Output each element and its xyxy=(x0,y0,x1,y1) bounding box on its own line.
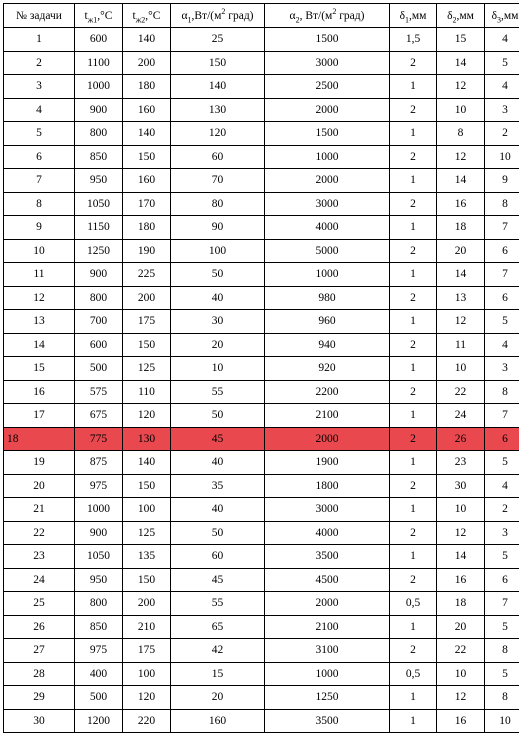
cell-delta1: 1 xyxy=(390,122,437,146)
cell-alpha2: 3500 xyxy=(265,545,390,569)
cell-task-number: 19 xyxy=(4,451,75,475)
cell-t-zh2: 190 xyxy=(123,239,171,263)
table-row xyxy=(4,709,519,733)
cell-alpha1: 150 xyxy=(171,51,265,75)
cell-alpha2: 4000 xyxy=(265,216,390,240)
table-row xyxy=(4,592,519,616)
cell-t-zh1: 500 xyxy=(75,357,123,381)
cell-task-number: 28 xyxy=(4,662,75,686)
cell-delta3: 2 xyxy=(485,498,519,522)
cell-delta2: 26 xyxy=(437,427,485,451)
cell-delta1: 1 xyxy=(390,545,437,569)
cell-task-number: 18 xyxy=(4,427,75,451)
cell-delta3: 2 xyxy=(485,122,519,146)
cell-alpha1: 55 xyxy=(171,592,265,616)
cell-task-number: 6 xyxy=(4,145,75,169)
cell-alpha1: 45 xyxy=(171,427,265,451)
cell-delta2: 15 xyxy=(437,28,485,52)
cell-delta2: 16 xyxy=(437,192,485,216)
cell-alpha1: 160 xyxy=(171,709,265,733)
cell-delta3: 5 xyxy=(485,451,519,475)
cell-t-zh1: 675 xyxy=(75,404,123,428)
cell-t-zh1: 950 xyxy=(75,568,123,592)
cell-t-zh2: 135 xyxy=(123,545,171,569)
cell-t-zh1: 900 xyxy=(75,98,123,122)
cell-alpha1: 15 xyxy=(171,662,265,686)
cell-alpha2: 960 xyxy=(265,310,390,334)
cell-t-zh2: 120 xyxy=(123,686,171,710)
cell-delta3: 5 xyxy=(485,310,519,334)
cell-t-zh1: 700 xyxy=(75,310,123,334)
cell-delta2: 12 xyxy=(437,686,485,710)
cell-delta3: 5 xyxy=(485,662,519,686)
cell-t-zh1: 900 xyxy=(75,521,123,545)
table-row xyxy=(4,98,519,122)
cell-alpha2: 1250 xyxy=(265,686,390,710)
cell-delta2: 18 xyxy=(437,216,485,240)
cell-delta1: 1 xyxy=(390,451,437,475)
cell-task-number: 15 xyxy=(4,357,75,381)
header-t-zh2: $t_{ж2},^\circ C$ xyxy=(123,4,171,28)
cell-delta3: 4 xyxy=(485,333,519,357)
cell-task-number: 27 xyxy=(4,639,75,663)
cell-delta3: 7 xyxy=(485,592,519,616)
cell-delta1: 1 xyxy=(390,615,437,639)
header-row xyxy=(4,4,519,28)
cell-alpha1: 20 xyxy=(171,686,265,710)
cell-t-zh2: 200 xyxy=(123,51,171,75)
cell-delta1: 1 xyxy=(390,686,437,710)
table-row-highlighted xyxy=(4,427,519,451)
cell-t-zh1: 850 xyxy=(75,615,123,639)
cell-task-number: 12 xyxy=(4,286,75,310)
cell-alpha2: 1000 xyxy=(265,263,390,287)
cell-t-zh1: 575 xyxy=(75,380,123,404)
cell-delta2: 14 xyxy=(437,263,485,287)
cell-delta2: 10 xyxy=(437,98,485,122)
cell-delta2: 12 xyxy=(437,75,485,99)
table-row xyxy=(4,333,519,357)
cell-delta2: 24 xyxy=(437,404,485,428)
cell-delta2: 10 xyxy=(437,498,485,522)
cell-t-zh1: 1150 xyxy=(75,216,123,240)
cell-delta3: 6 xyxy=(485,427,519,451)
cell-t-zh1: 400 xyxy=(75,662,123,686)
cell-t-zh2: 125 xyxy=(123,521,171,545)
cell-alpha1: 130 xyxy=(171,98,265,122)
cell-t-zh2: 200 xyxy=(123,592,171,616)
cell-t-zh1: 775 xyxy=(75,427,123,451)
cell-alpha2: 3500 xyxy=(265,709,390,733)
cell-task-number: 23 xyxy=(4,545,75,569)
cell-task-number: 16 xyxy=(4,380,75,404)
cell-delta1: 1 xyxy=(390,310,437,334)
cell-alpha1: 30 xyxy=(171,310,265,334)
cell-alpha1: 42 xyxy=(171,639,265,663)
cell-delta1: 1 xyxy=(390,357,437,381)
cell-task-number: 5 xyxy=(4,122,75,146)
cell-t-zh1: 800 xyxy=(75,286,123,310)
cell-alpha2: 1800 xyxy=(265,474,390,498)
cell-delta2: 13 xyxy=(437,286,485,310)
cell-alpha1: 40 xyxy=(171,286,265,310)
cell-alpha1: 45 xyxy=(171,568,265,592)
header-t-zh1: $t_{ж1},^\circ C$ xyxy=(75,4,123,28)
cell-t-zh1: 1200 xyxy=(75,709,123,733)
cell-alpha2: 3000 xyxy=(265,51,390,75)
cell-t-zh2: 150 xyxy=(123,568,171,592)
cell-delta1: 1 xyxy=(390,216,437,240)
cell-delta3: 7 xyxy=(485,404,519,428)
table-row xyxy=(4,474,519,498)
table-row xyxy=(4,28,519,52)
cell-alpha2: 940 xyxy=(265,333,390,357)
cell-alpha1: 40 xyxy=(171,498,265,522)
cell-task-number: 24 xyxy=(4,568,75,592)
cell-delta2: 20 xyxy=(437,615,485,639)
cell-t-zh2: 160 xyxy=(123,169,171,193)
cell-delta2: 16 xyxy=(437,568,485,592)
cell-delta3: 6 xyxy=(485,239,519,263)
cell-alpha2: 2100 xyxy=(265,615,390,639)
cell-delta1: 1 xyxy=(390,498,437,522)
cell-t-zh2: 110 xyxy=(123,380,171,404)
cell-alpha2: 4500 xyxy=(265,568,390,592)
cell-delta1: 2 xyxy=(390,286,437,310)
cell-delta3: 6 xyxy=(485,286,519,310)
cell-t-zh1: 500 xyxy=(75,686,123,710)
cell-alpha1: 50 xyxy=(171,263,265,287)
table-row xyxy=(4,216,519,240)
cell-delta1: 0,5 xyxy=(390,592,437,616)
cell-t-zh2: 150 xyxy=(123,474,171,498)
table-row xyxy=(4,568,519,592)
cell-t-zh2: 125 xyxy=(123,357,171,381)
cell-task-number: 9 xyxy=(4,216,75,240)
cell-alpha1: 100 xyxy=(171,239,265,263)
cell-delta2: 20 xyxy=(437,239,485,263)
cell-task-number: 2 xyxy=(4,51,75,75)
cell-delta2: 11 xyxy=(437,333,485,357)
cell-t-zh2: 130 xyxy=(123,427,171,451)
cell-alpha1: 140 xyxy=(171,75,265,99)
cell-delta1: 1,5 xyxy=(390,28,437,52)
cell-task-number: 4 xyxy=(4,98,75,122)
cell-task-number: 26 xyxy=(4,615,75,639)
cell-delta3: 3 xyxy=(485,98,519,122)
cell-t-zh2: 175 xyxy=(123,310,171,334)
cell-t-zh1: 950 xyxy=(75,169,123,193)
cell-t-zh1: 1100 xyxy=(75,51,123,75)
cell-t-zh1: 850 xyxy=(75,145,123,169)
cell-alpha1: 55 xyxy=(171,380,265,404)
table-row xyxy=(4,521,519,545)
cell-alpha1: 50 xyxy=(171,404,265,428)
cell-t-zh2: 100 xyxy=(123,498,171,522)
cell-delta3: 5 xyxy=(485,615,519,639)
cell-delta1: 0,5 xyxy=(390,662,437,686)
cell-delta3: 7 xyxy=(485,263,519,287)
cell-delta1: 2 xyxy=(390,192,437,216)
cell-alpha1: 40 xyxy=(171,451,265,475)
table-row xyxy=(4,75,519,99)
cell-delta3: 3 xyxy=(485,357,519,381)
table-row xyxy=(4,404,519,428)
cell-alpha2: 1500 xyxy=(265,122,390,146)
table-row xyxy=(4,451,519,475)
cell-t-zh1: 1250 xyxy=(75,239,123,263)
cell-alpha2: 2000 xyxy=(265,98,390,122)
cell-alpha2: 2000 xyxy=(265,169,390,193)
cell-task-number: 25 xyxy=(4,592,75,616)
cell-task-number: 8 xyxy=(4,192,75,216)
cell-delta1: 2 xyxy=(390,145,437,169)
cell-t-zh1: 600 xyxy=(75,28,123,52)
cell-task-number: 3 xyxy=(4,75,75,99)
cell-delta2: 18 xyxy=(437,592,485,616)
cell-task-number: 10 xyxy=(4,239,75,263)
table-row xyxy=(4,615,519,639)
cell-delta1: 2 xyxy=(390,333,437,357)
tasks-table xyxy=(3,3,519,733)
cell-delta2: 14 xyxy=(437,51,485,75)
cell-delta1: 1 xyxy=(390,709,437,733)
cell-alpha2: 2500 xyxy=(265,75,390,99)
cell-alpha2: 980 xyxy=(265,286,390,310)
cell-delta1: 1 xyxy=(390,263,437,287)
table-row xyxy=(4,357,519,381)
cell-delta2: 23 xyxy=(437,451,485,475)
cell-alpha2: 2200 xyxy=(265,380,390,404)
cell-t-zh2: 140 xyxy=(123,451,171,475)
cell-alpha1: 50 xyxy=(171,521,265,545)
cell-task-number: 30 xyxy=(4,709,75,733)
cell-t-zh1: 875 xyxy=(75,451,123,475)
cell-t-zh2: 120 xyxy=(123,404,171,428)
cell-delta1: 2 xyxy=(390,474,437,498)
cell-t-zh2: 175 xyxy=(123,639,171,663)
cell-delta2: 30 xyxy=(437,474,485,498)
cell-t-zh1: 1050 xyxy=(75,192,123,216)
cell-delta3: 4 xyxy=(485,75,519,99)
table-row xyxy=(4,639,519,663)
cell-delta3: 8 xyxy=(485,639,519,663)
table-row xyxy=(4,545,519,569)
cell-t-zh2: 220 xyxy=(123,709,171,733)
cell-alpha1: 60 xyxy=(171,145,265,169)
cell-t-zh2: 100 xyxy=(123,662,171,686)
cell-delta1: 2 xyxy=(390,51,437,75)
cell-t-zh1: 975 xyxy=(75,474,123,498)
cell-delta2: 12 xyxy=(437,145,485,169)
cell-alpha2: 5000 xyxy=(265,239,390,263)
table-row xyxy=(4,686,519,710)
table-row xyxy=(4,169,519,193)
cell-task-number: 11 xyxy=(4,263,75,287)
cell-t-zh2: 225 xyxy=(123,263,171,287)
table-row xyxy=(4,239,519,263)
cell-delta1: 2 xyxy=(390,639,437,663)
cell-delta1: 1 xyxy=(390,75,437,99)
cell-delta3: 9 xyxy=(485,169,519,193)
cell-alpha1: 65 xyxy=(171,615,265,639)
cell-delta1: 2 xyxy=(390,521,437,545)
cell-task-number: 1 xyxy=(4,28,75,52)
cell-delta1: 1 xyxy=(390,404,437,428)
cell-alpha1: 20 xyxy=(171,333,265,357)
table-row xyxy=(4,263,519,287)
cell-task-number: 20 xyxy=(4,474,75,498)
table-row xyxy=(4,286,519,310)
cell-delta2: 22 xyxy=(437,639,485,663)
cell-delta1: 2 xyxy=(390,568,437,592)
cell-delta3: 3 xyxy=(485,521,519,545)
cell-alpha1: 25 xyxy=(171,28,265,52)
cell-t-zh2: 150 xyxy=(123,145,171,169)
cell-alpha1: 120 xyxy=(171,122,265,146)
cell-delta3: 8 xyxy=(485,686,519,710)
cell-delta1: 1 xyxy=(390,169,437,193)
cell-t-zh1: 800 xyxy=(75,122,123,146)
header-delta3: $\delta_3,мм$ xyxy=(485,4,519,28)
table-row xyxy=(4,662,519,686)
cell-alpha2: 1500 xyxy=(265,28,390,52)
cell-alpha2: 3000 xyxy=(265,498,390,522)
cell-alpha2: 2000 xyxy=(265,592,390,616)
cell-delta3: 4 xyxy=(485,28,519,52)
cell-t-zh2: 180 xyxy=(123,75,171,99)
cell-delta3: 7 xyxy=(485,216,519,240)
cell-alpha2: 2100 xyxy=(265,404,390,428)
cell-t-zh1: 900 xyxy=(75,263,123,287)
cell-delta3: 4 xyxy=(485,474,519,498)
cell-delta3: 5 xyxy=(485,51,519,75)
cell-alpha1: 70 xyxy=(171,169,265,193)
cell-alpha2: 1000 xyxy=(265,145,390,169)
cell-delta1: 2 xyxy=(390,427,437,451)
cell-t-zh2: 160 xyxy=(123,98,171,122)
cell-t-zh1: 1000 xyxy=(75,498,123,522)
header-delta1: $\delta_1,мм$ xyxy=(390,4,437,28)
cell-delta1: 2 xyxy=(390,239,437,263)
cell-delta2: 16 xyxy=(437,709,485,733)
cell-t-zh1: 1000 xyxy=(75,75,123,99)
cell-alpha2: 3000 xyxy=(265,192,390,216)
cell-alpha2: 2000 xyxy=(265,427,390,451)
cell-t-zh2: 180 xyxy=(123,216,171,240)
cell-t-zh2: 170 xyxy=(123,192,171,216)
cell-alpha2: 3100 xyxy=(265,639,390,663)
table-body xyxy=(4,28,519,733)
cell-t-zh1: 975 xyxy=(75,639,123,663)
cell-alpha2: 4000 xyxy=(265,521,390,545)
cell-alpha1: 80 xyxy=(171,192,265,216)
cell-alpha1: 60 xyxy=(171,545,265,569)
cell-delta1: 2 xyxy=(390,98,437,122)
table-row xyxy=(4,498,519,522)
cell-task-number: 17 xyxy=(4,404,75,428)
cell-delta2: 14 xyxy=(437,545,485,569)
cell-t-zh2: 140 xyxy=(123,28,171,52)
cell-task-number: 13 xyxy=(4,310,75,334)
cell-t-zh2: 140 xyxy=(123,122,171,146)
cell-t-zh1: 1050 xyxy=(75,545,123,569)
header-delta2: $\delta_2,мм$ xyxy=(437,4,485,28)
cell-alpha2: 920 xyxy=(265,357,390,381)
cell-alpha1: 10 xyxy=(171,357,265,381)
table-row xyxy=(4,310,519,334)
table-row xyxy=(4,51,519,75)
table-row xyxy=(4,380,519,404)
cell-alpha1: 35 xyxy=(171,474,265,498)
table-row xyxy=(4,122,519,146)
table-row xyxy=(4,145,519,169)
cell-t-zh1: 800 xyxy=(75,592,123,616)
cell-delta2: 22 xyxy=(437,380,485,404)
cell-delta3: 10 xyxy=(485,145,519,169)
header-task-number: № задачи xyxy=(4,4,75,28)
cell-t-zh1: 600 xyxy=(75,333,123,357)
cell-task-number: 22 xyxy=(4,521,75,545)
cell-alpha2: 1900 xyxy=(265,451,390,475)
cell-t-zh2: 200 xyxy=(123,286,171,310)
cell-delta2: 10 xyxy=(437,662,485,686)
cell-delta2: 14 xyxy=(437,169,485,193)
cell-alpha1: 90 xyxy=(171,216,265,240)
table-row xyxy=(4,192,519,216)
header-alpha2: $\alpha_2$, $Вт/(м^2$ град) xyxy=(265,4,390,28)
cell-t-zh2: 150 xyxy=(123,333,171,357)
cell-delta3: 8 xyxy=(485,380,519,404)
cell-delta3: 10 xyxy=(485,709,519,733)
cell-delta3: 5 xyxy=(485,545,519,569)
cell-delta2: 8 xyxy=(437,122,485,146)
cell-task-number: 14 xyxy=(4,333,75,357)
cell-task-number: 7 xyxy=(4,169,75,193)
cell-delta1: 2 xyxy=(390,380,437,404)
cell-delta2: 12 xyxy=(437,521,485,545)
cell-alpha2: 1000 xyxy=(265,662,390,686)
cell-delta2: 10 xyxy=(437,357,485,381)
cell-t-zh2: 210 xyxy=(123,615,171,639)
cell-task-number: 21 xyxy=(4,498,75,522)
cell-delta3: 8 xyxy=(485,192,519,216)
cell-task-number: 29 xyxy=(4,686,75,710)
header-alpha1: $\alpha_1,Вт/(м^2$ град) xyxy=(171,4,265,28)
cell-delta2: 12 xyxy=(437,310,485,334)
cell-delta3: 6 xyxy=(485,568,519,592)
